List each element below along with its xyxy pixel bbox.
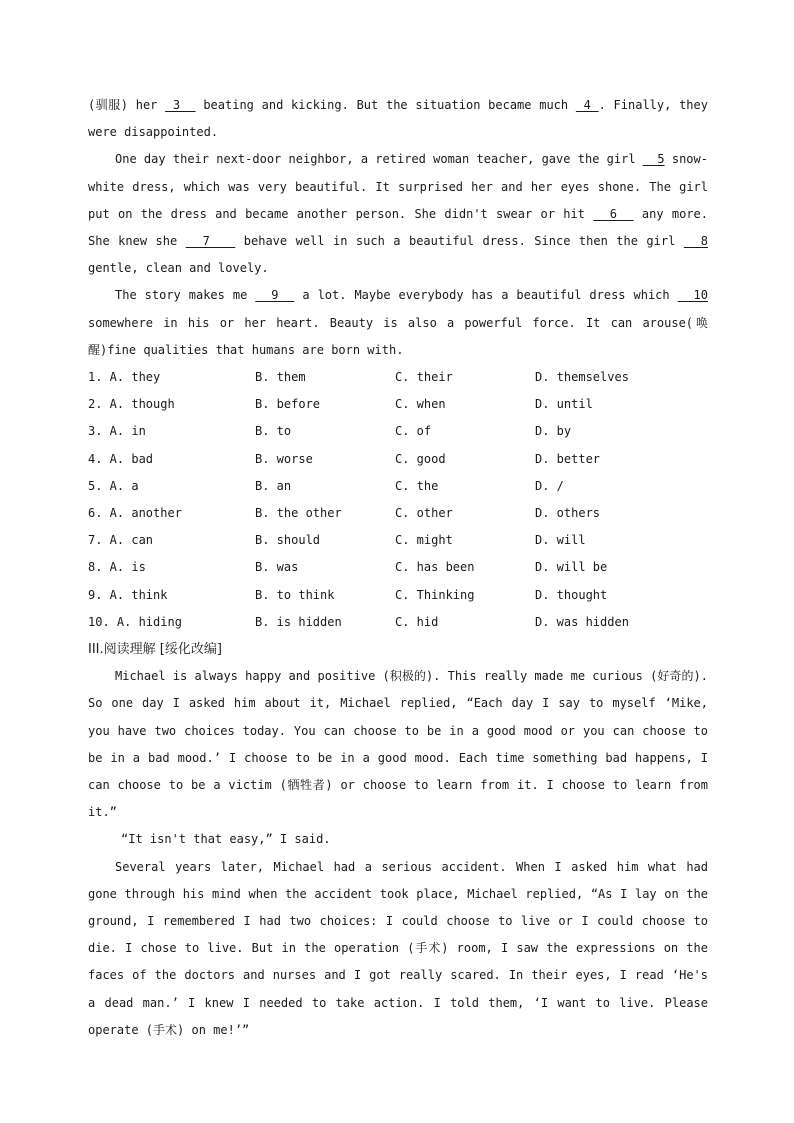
passage-paragraph-3 — [88, 282, 708, 364]
text-span: any more. She knew she — [88, 206, 708, 249]
text-span: behave well in such a beautiful dress. Since then the girl — [235, 234, 684, 249]
blank-10: 10 — [677, 288, 708, 303]
text-span: . Finally, they were disappointed. — [88, 98, 708, 140]
blank-4: 4 — [575, 98, 599, 112]
option-c: C. hid — [395, 614, 439, 629]
option-row-1 — [88, 364, 708, 391]
option-d: D. will — [535, 533, 586, 548]
option-d: D. was hidden — [535, 614, 629, 629]
option-b: B. before — [255, 397, 321, 412]
passage-paragraph-1 — [88, 92, 708, 146]
reading-paragraph-3: Several years later, Michael had a serious accident. When I asked him what had gone through his mind when the accident took place, Michael replied, “As I lay on the ground, I remembered I had two choices: I could choose to live or I could choose to die. I chose to live. But in the operation (手术) room, I saw the expressions on the faces of the doctors and nurses and I got really scared. In their eyes, I read ‘He's a dead man.’ I knew I needed to take action. I told them, ‘I want to live. Please operate (手术) on me!’” — [88, 859, 708, 1037]
option-row-7 — [88, 527, 708, 554]
option-a: 9. A. think — [88, 587, 168, 602]
option-row-3 — [88, 418, 708, 445]
option-a: 5. A. a — [88, 478, 139, 493]
document-page — [88, 92, 708, 1044]
option-b: B. is hidden — [255, 614, 342, 629]
text-span: (驯服) her — [88, 98, 166, 112]
option-d: D. by — [535, 424, 572, 439]
section-heading: III.阅读理解 [绥化改编] — [88, 641, 222, 657]
option-b: B. should — [255, 533, 321, 548]
option-b: B. the other — [255, 505, 342, 520]
option-c: C. other — [395, 505, 453, 520]
option-c: C. the — [395, 478, 439, 493]
blank-6: 6 — [593, 206, 634, 221]
option-c: C. has been — [395, 560, 475, 575]
text-span: a lot. Maybe everybody has a beautiful dress which — [294, 288, 678, 303]
option-d: D. will be — [535, 560, 608, 575]
option-a: 1. A. they — [88, 370, 161, 385]
option-a: 2. A. though — [88, 397, 175, 412]
option-c: C. might — [395, 533, 453, 548]
option-b: B. an — [255, 478, 292, 493]
blank-7: 7 — [185, 234, 236, 249]
option-b: B. was — [255, 560, 299, 575]
option-c: C. of — [395, 424, 432, 439]
option-a: 4. A. bad — [88, 451, 154, 466]
option-d: D. / — [535, 478, 564, 493]
option-row-4 — [88, 446, 708, 473]
option-a: 10. A. hiding — [88, 614, 182, 629]
option-b: B. to think — [255, 587, 335, 602]
option-c: C. their — [395, 370, 453, 385]
option-c: C. Thinking — [395, 587, 475, 602]
option-c: C. good — [395, 451, 446, 466]
option-row-6 — [88, 500, 708, 527]
option-a: 8. A. is — [88, 560, 146, 575]
option-row-8 — [88, 554, 708, 581]
blank-9: 9 — [255, 288, 295, 303]
text-span: somewhere in his or her heart. Beauty is also a powerful force. It can arouse(唤醒)fine qualities that humans are born with. — [88, 315, 708, 357]
option-d: D. thought — [535, 587, 608, 602]
option-row-9 — [88, 582, 708, 609]
text-span: snow-white dress, which was very beautiful. It surprised her and her eyes shone. The girl put on the dress and became another person. She didn't swear or hit — [88, 152, 708, 221]
reading-paragraph-1: Michael is always happy and positive (积极的). This really made me curious (好奇的). So one day I asked him about it, Michael replied, “Each day I say to myself ‘Mike, you have two choices today. You can choose to be in a good mood or you can choose to be in a bad mood.’ I choose to be in a good mood. Each time something bad happens, I can choose to be a victim (牺牲者) or choose to learn from it. I choose to learn from it.” — [88, 669, 708, 820]
option-a: 7. A. can — [88, 533, 154, 548]
option-d: D. until — [535, 397, 593, 412]
option-a: 3. A. in — [88, 424, 146, 439]
blank-8: 8 — [683, 234, 708, 249]
option-d: D. others — [535, 505, 601, 520]
blank-5: 5 — [642, 152, 665, 167]
option-c: C. when — [395, 397, 446, 412]
reading-paragraph-2: “It isn't that easy,” I said. — [121, 832, 331, 847]
text-span: beating and kicking. But the situation became much — [195, 98, 576, 112]
option-row-2 — [88, 391, 708, 418]
answer-options — [88, 364, 708, 636]
option-b: B. worse — [255, 451, 313, 466]
option-d: D. better — [535, 451, 601, 466]
option-row-10 — [88, 609, 708, 636]
option-b: B. to — [255, 424, 292, 439]
text-span: The story makes me — [115, 288, 256, 303]
passage-paragraph-2 — [88, 146, 708, 282]
option-a: 6. A. another — [88, 505, 182, 520]
text-span: One day their next-door neighbor, a retired woman teacher, gave the girl — [115, 152, 643, 167]
option-d: D. themselves — [535, 370, 629, 385]
option-row-5 — [88, 473, 708, 500]
blank-3: 3 — [165, 98, 196, 112]
text-span: gentle, clean and lovely. — [88, 261, 269, 276]
option-b: B. them — [255, 370, 306, 385]
